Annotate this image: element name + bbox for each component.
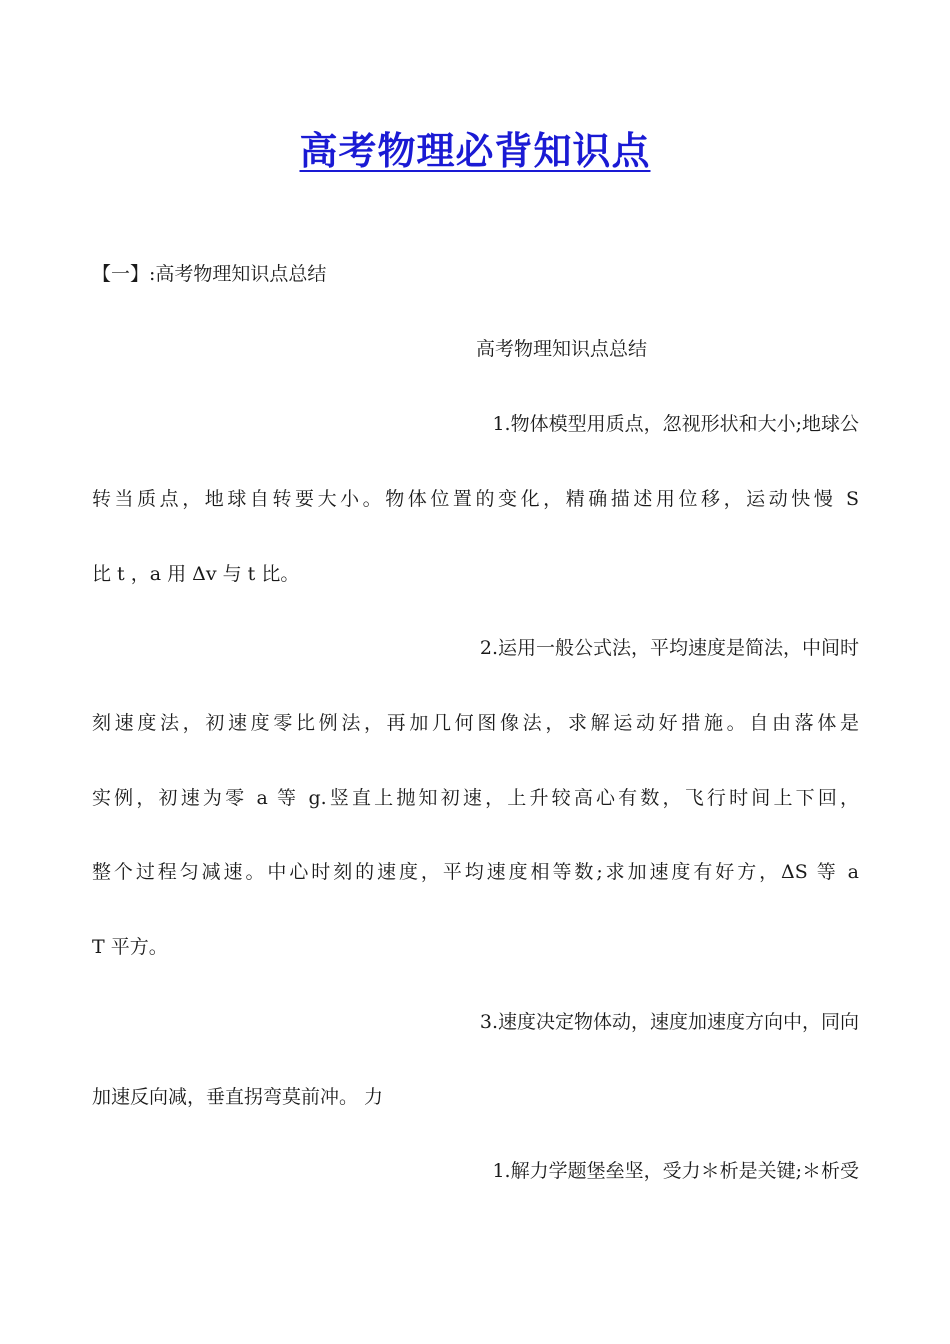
document-title xyxy=(0,126,950,176)
document-title-text[interactable]: 高考物理必背知识点 xyxy=(299,128,651,173)
paragraph-line: 实例，初速为零 a 等 g.竖直上抛知初速，上升较高心有数，飞行时间上下回， xyxy=(92,787,859,809)
paragraph-line: 转当质点，地球自转要大小。物体位置的变化，精确描述用位移，运动快慢 S xyxy=(92,488,859,510)
paragraph-line: 刻速度法，初速度零比例法，再加几何图像法，求解运动好措施。自由落体是 xyxy=(92,712,859,734)
document-subtitle: 高考物理知识点总结 xyxy=(476,338,648,360)
paragraph-line: 1.解力学题堡垒坚，受力＊析是关键;＊析受 xyxy=(492,1160,859,1182)
paragraph-line: 比 t ，a 用 Δv 与 t 比。 xyxy=(92,563,300,585)
paragraph-line: 3.速度决定物体动，速度加速度方向中，同向 xyxy=(479,1011,859,1033)
paragraph-line: 加速反向减，垂直拐弯莫前冲。 力 xyxy=(92,1086,384,1108)
paragraph-line: 整个过程匀减速。中心时刻的速度，平均速度相等数;求加速度有好方，ΔS 等 a xyxy=(92,861,859,883)
paragraph-line: T 平方。 xyxy=(92,936,168,958)
section-heading: 【一】:高考物理知识点总结 xyxy=(92,263,327,285)
paragraph-line: 1.物体模型用质点，忽视形状和大小;地球公 xyxy=(492,413,859,435)
paragraph-line: 2.运用一般公式法，平均速度是简法，中间时 xyxy=(479,637,859,659)
